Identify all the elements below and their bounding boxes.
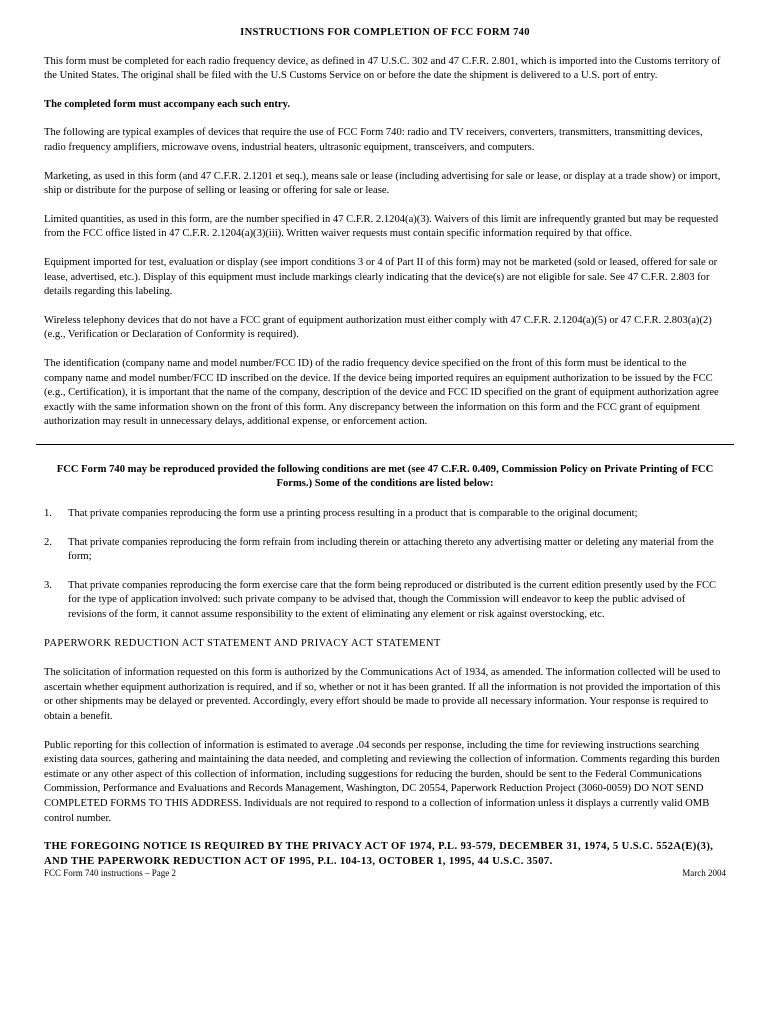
paragraph-public-reporting: Public reporting for this collection of information is estimated to average .04 seconds per response, including the time for reviewing instructions searching existing data sources, gathering and maintaining the data needed, and completing and reviewing the collection of information. Comments regarding this burden estimate or any other aspect of this collection of information, including suggestions for reducing the burden, should be sent to the Federal Communications Commission, Performance and Evaluations and Records Management, Washington, DC 20554, Paperwork Reduction Project (3060-0059) DO NOT SEND COMPLETED FORMS TO THIS ADDRESS. Individuals are not required to respond to a collection of information unless it displays a currently valid OMB control number.	[44, 739, 720, 824]
list-item-text: That private companies reproducing the form refrain from including therein or attaching thereto any advertising matter or deleting any material from the form;	[68, 536, 714, 563]
paragraph-test-equipment: Equipment imported for test, evaluation or display (see import conditions 3 or 4 of Part II of this form) may not be marketed (sold or leased, offered for sale or lease, advertised, etc.). Display of this equipment must include markings clearly indicating that the device(s) are not eligible for sale. See 47 C.F.R. 2.803 for details regarding this labeling.	[44, 256, 718, 298]
privacy-heading: PAPERWORK REDUCTION ACT STATEMENT AND PRIVACY ACT STATEMENT	[44, 637, 441, 649]
footer-page-label: FCC Form 740 instructions – Page 2	[44, 868, 177, 879]
list-item	[44, 536, 726, 565]
paragraph-identification: The identification (company name and model number/FCC ID) of the radio frequency device specified on the front of this form must be identical to the company name and model number/FCC ID inscribed on the device. If the device being imported requires an equipment authorization to be issued by the FCC (e.g., Certification), it is important that the name of the company, description of the device and FCC ID specified on the grant of equipment authorization agree exactly with the same information shown on the front of this form. Any discrepancy between the information on this form and the FCC grant of equipment authorization may result in unnecessary delays, additional expense, or enforcement action.	[44, 357, 719, 428]
paragraph-wireless-telephony: Wireless telephony devices that do not have a FCC grant of equipment authorization must either comply with 47 C.F.R. 2.1204(a)(5) or 47 C.F.R. 2.803(a)(2) (e.g., Verification or Declaration of Conformity is required).	[44, 314, 712, 341]
list-item	[44, 507, 726, 522]
page-footer	[44, 868, 726, 879]
list-item	[44, 579, 726, 623]
paragraph-marketing-definition: Marketing, as used in this form (and 47 C.F.R. 2.1201 et seq.), means sale or lease (including advertising for sale or lease, or display at a trade show) or import, ship or distribute for the purpose of selling or leasing or offering for sale or lease.	[44, 170, 721, 197]
list-item-text: That private companies reproducing the form exercise care that the form being reproduced or distributed is the current edition presently used by the FCC for the type of application involved: such private company to be advised that, though the Commission will endeavor to keep the public advised of revisions of the form, it cannot assume responsibility to the extent of eliminating any element or risk against overstocking, etc.	[68, 579, 717, 621]
footer-date: March 2004	[682, 868, 726, 879]
list-item-number: 3.	[44, 579, 52, 591]
paragraph-solicitation: The solicitation of information requested on this form is authorized by the Communications Act of 1934, as amended. The information collected will be used to ascertain whether equipment authorization is required, and if so, whether or not it has been granted. If all the information is not provided the importation of this or other shipments may be delayed or prevented. Accordingly, every effort should be made to provide all necessary information. Your response is required to obtain a benefit.	[44, 667, 721, 722]
paragraph-accompany-entry: The completed form must accompany each such entry.	[44, 98, 290, 110]
paragraph-device-examples: The following are typical examples of devices that require the use of FCC Form 740: radio and TV receivers, converters, transmitters, transmitting devices, radio frequency amplifiers, microwave ovens, industrial heaters, ultrasonic equipment, transceivers, and computers.	[44, 127, 703, 153]
list-item-number: 2.	[44, 536, 52, 548]
conditions-heading: FCC Form 740 may be reproduced provided the following conditions are met (see 47 C.F.R. 0.409, Commission Policy on Private Printing of FCC Forms.) Some of the conditions are listed below:	[56, 463, 714, 490]
page-title: INSTRUCTIONS FOR COMPLETION OF FCC FORM 740	[240, 27, 530, 38]
conditions-list	[44, 507, 726, 623]
paragraph-limited-quantities: Limited quantities, as used in this form, are the number specified in 47 C.F.R. 2.1204(a)(3). Waivers of this limit are infrequently granted but may be requested from the FCC office listed in 47 C.F.R. 2.1204(a)(3)(iii). Written waiver requests must contain specific information required by that office.	[44, 213, 719, 240]
list-item-number: 1.	[44, 508, 52, 520]
section-divider	[36, 444, 734, 445]
paragraph-filing-requirement: This form must be completed for each radio frequency device, as defined in 47 U.S.C. 302 and 47 C.F.R. 2.801, which is imported into the Customs territory of the United States. The original shall be filed with the U.S Customs Service on or before the date the shipment is delivered to a U.S. port of entry.	[44, 55, 721, 82]
privacy-notice: THE FOREGOING NOTICE IS REQUIRED BY THE PRIVACY ACT OF 1974, P.L. 93-579, DECEMBER 31, 1974, 5 U.S.C. 552A(E)(3), AND THE PAPERWORK REDUCTION ACT OF 1995, P.L. 104-13, OCTOBER 1, 1995, 44 U.S.C. 3507.	[44, 841, 714, 867]
list-item-text: That private companies reproducing the form use a printing process resulting in a product that is comparable to the original document;	[68, 508, 638, 520]
